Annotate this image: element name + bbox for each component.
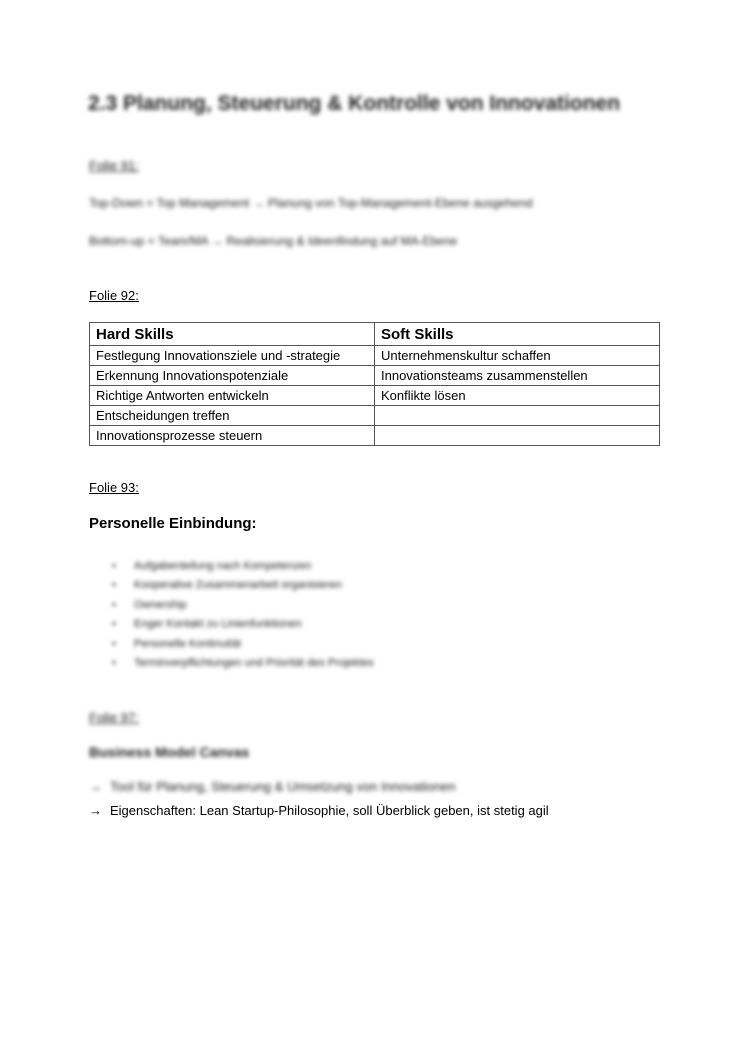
- table-cell: Innovationsteams zusammenstellen: [375, 366, 660, 386]
- bullet-list: [112, 557, 374, 673]
- table-cell: Erkennung Innovationspotenziale: [90, 366, 375, 386]
- bmc-line-2: [89, 803, 549, 818]
- bmc-line-1: [89, 779, 455, 794]
- skills-table: [89, 322, 660, 446]
- arrow-right-icon: →: [89, 803, 102, 818]
- list-item: • Personelle Kontinuität: [112, 635, 374, 654]
- folie-91-label: Folie 91:: [89, 158, 139, 173]
- bmc-line-1-text: Tool für Planung, Steuerung & Umsetzung von Innovationen: [110, 779, 456, 794]
- arrow-right-icon: →: [89, 779, 102, 794]
- table-cell: Festlegung Innovationsziele und -strategie: [90, 346, 375, 366]
- list-item: • Ownership: [112, 596, 374, 615]
- folie-91-line-1: Top-Down = Top Management → Planung von Top-Management-Ebene ausgehend: [89, 196, 533, 210]
- table-cell: [375, 426, 660, 446]
- table-cell: [375, 406, 660, 426]
- bmc-line-2-text: Eigenschaften: Lean Startup-Philosophie, soll Überblick geben, ist stetig agil: [110, 803, 549, 818]
- table-cell: Konflikte lösen: [375, 386, 660, 406]
- personelle-einbindung-title: Personelle Einbindung:: [89, 515, 257, 532]
- table-header-row: [90, 323, 660, 346]
- list-item: • Terminverpflichtungen und Priorität des Projektes: [112, 654, 374, 673]
- table-cell: Innovationsprozesse steuern: [90, 426, 375, 446]
- table-cell: Entscheidungen treffen: [90, 406, 375, 426]
- table-row: [90, 366, 660, 386]
- header-soft-skills: Soft Skills: [375, 323, 660, 346]
- folie-92-label: Folie 92:: [89, 288, 139, 303]
- page-heading: 2.3 Planung, Steuerung & Kontrolle von Innovationen: [88, 92, 621, 115]
- list-item: • Aufgabenteilung nach Kompetenzen: [112, 557, 374, 576]
- table-row: [90, 426, 660, 446]
- folie-91-line-2: Bottom-up = Team/MA → Realisierung & Ideenfindung auf MA-Ebene: [89, 234, 458, 248]
- table-row: [90, 386, 660, 406]
- folie-97-label: Folie 97:: [89, 710, 139, 725]
- table-row: [90, 406, 660, 426]
- table-row: [90, 346, 660, 366]
- folie-93-label: Folie 93:: [89, 480, 139, 495]
- list-item: • Kooperative Zusammenarbeit organisieren: [112, 576, 374, 595]
- header-hard-skills: Hard Skills: [90, 323, 375, 346]
- table-cell: Unternehmenskultur schaffen: [375, 346, 660, 366]
- list-item: • Enger Kontakt zu Linienfunktionen: [112, 615, 374, 634]
- business-model-canvas-title: Business Model Canvas: [89, 744, 250, 760]
- table-cell: Richtige Antworten entwickeln: [90, 386, 375, 406]
